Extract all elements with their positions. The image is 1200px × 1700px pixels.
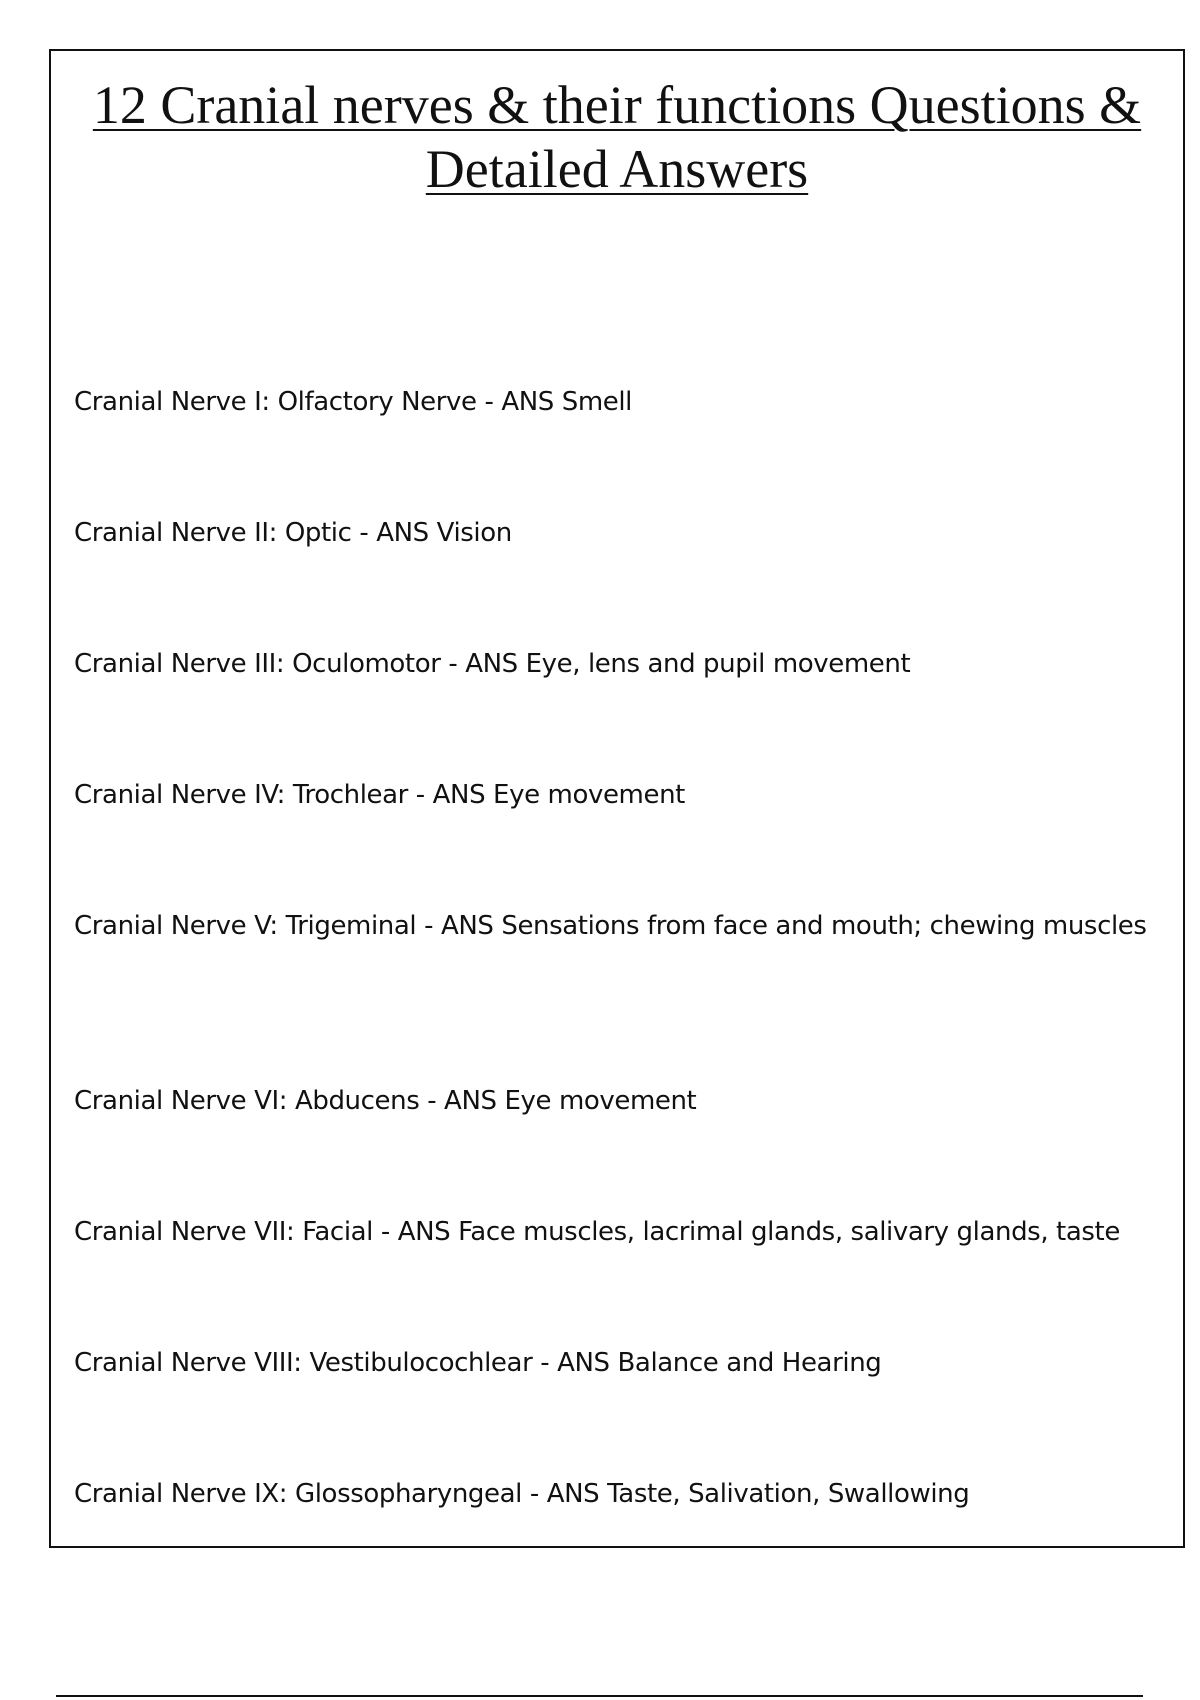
- list-item-nerve-7: Cranial Nerve VII: Facial - ANS Face muscles, lacrimal glands, salivary glands, taste: [74, 1217, 1120, 1247]
- list-item-nerve-3: Cranial Nerve III: Oculomotor - ANS Eye, lens and pupil movement: [74, 649, 911, 679]
- list-item-nerve-2: Cranial Nerve II: Optic - ANS Vision: [74, 518, 512, 548]
- list-item-nerve-8: Cranial Nerve VIII: Vestibulocochlear - ANS Balance and Hearing: [74, 1348, 882, 1378]
- list-item-nerve-5: Cranial Nerve V: Trigeminal - ANS Sensations from face and mouth; chewing muscles: [74, 911, 1147, 941]
- list-item-nerve-9: Cranial Nerve IX: Glossopharyngeal - ANS Taste, Salivation, Swallowing: [74, 1479, 970, 1509]
- list-item-nerve-6: Cranial Nerve VI: Abducens - ANS Eye movement: [74, 1086, 697, 1116]
- list-item-nerve-1: Cranial Nerve I: Olfactory Nerve - ANS Smell: [74, 387, 632, 417]
- document-frame: [49, 49, 1185, 1548]
- page-title: 12 Cranial nerves & their functions Questions & Detailed Answers: [92, 75, 1142, 199]
- footer-divider: [56, 1695, 1143, 1697]
- list-item-nerve-4: Cranial Nerve IV: Trochlear - ANS Eye movement: [74, 780, 685, 810]
